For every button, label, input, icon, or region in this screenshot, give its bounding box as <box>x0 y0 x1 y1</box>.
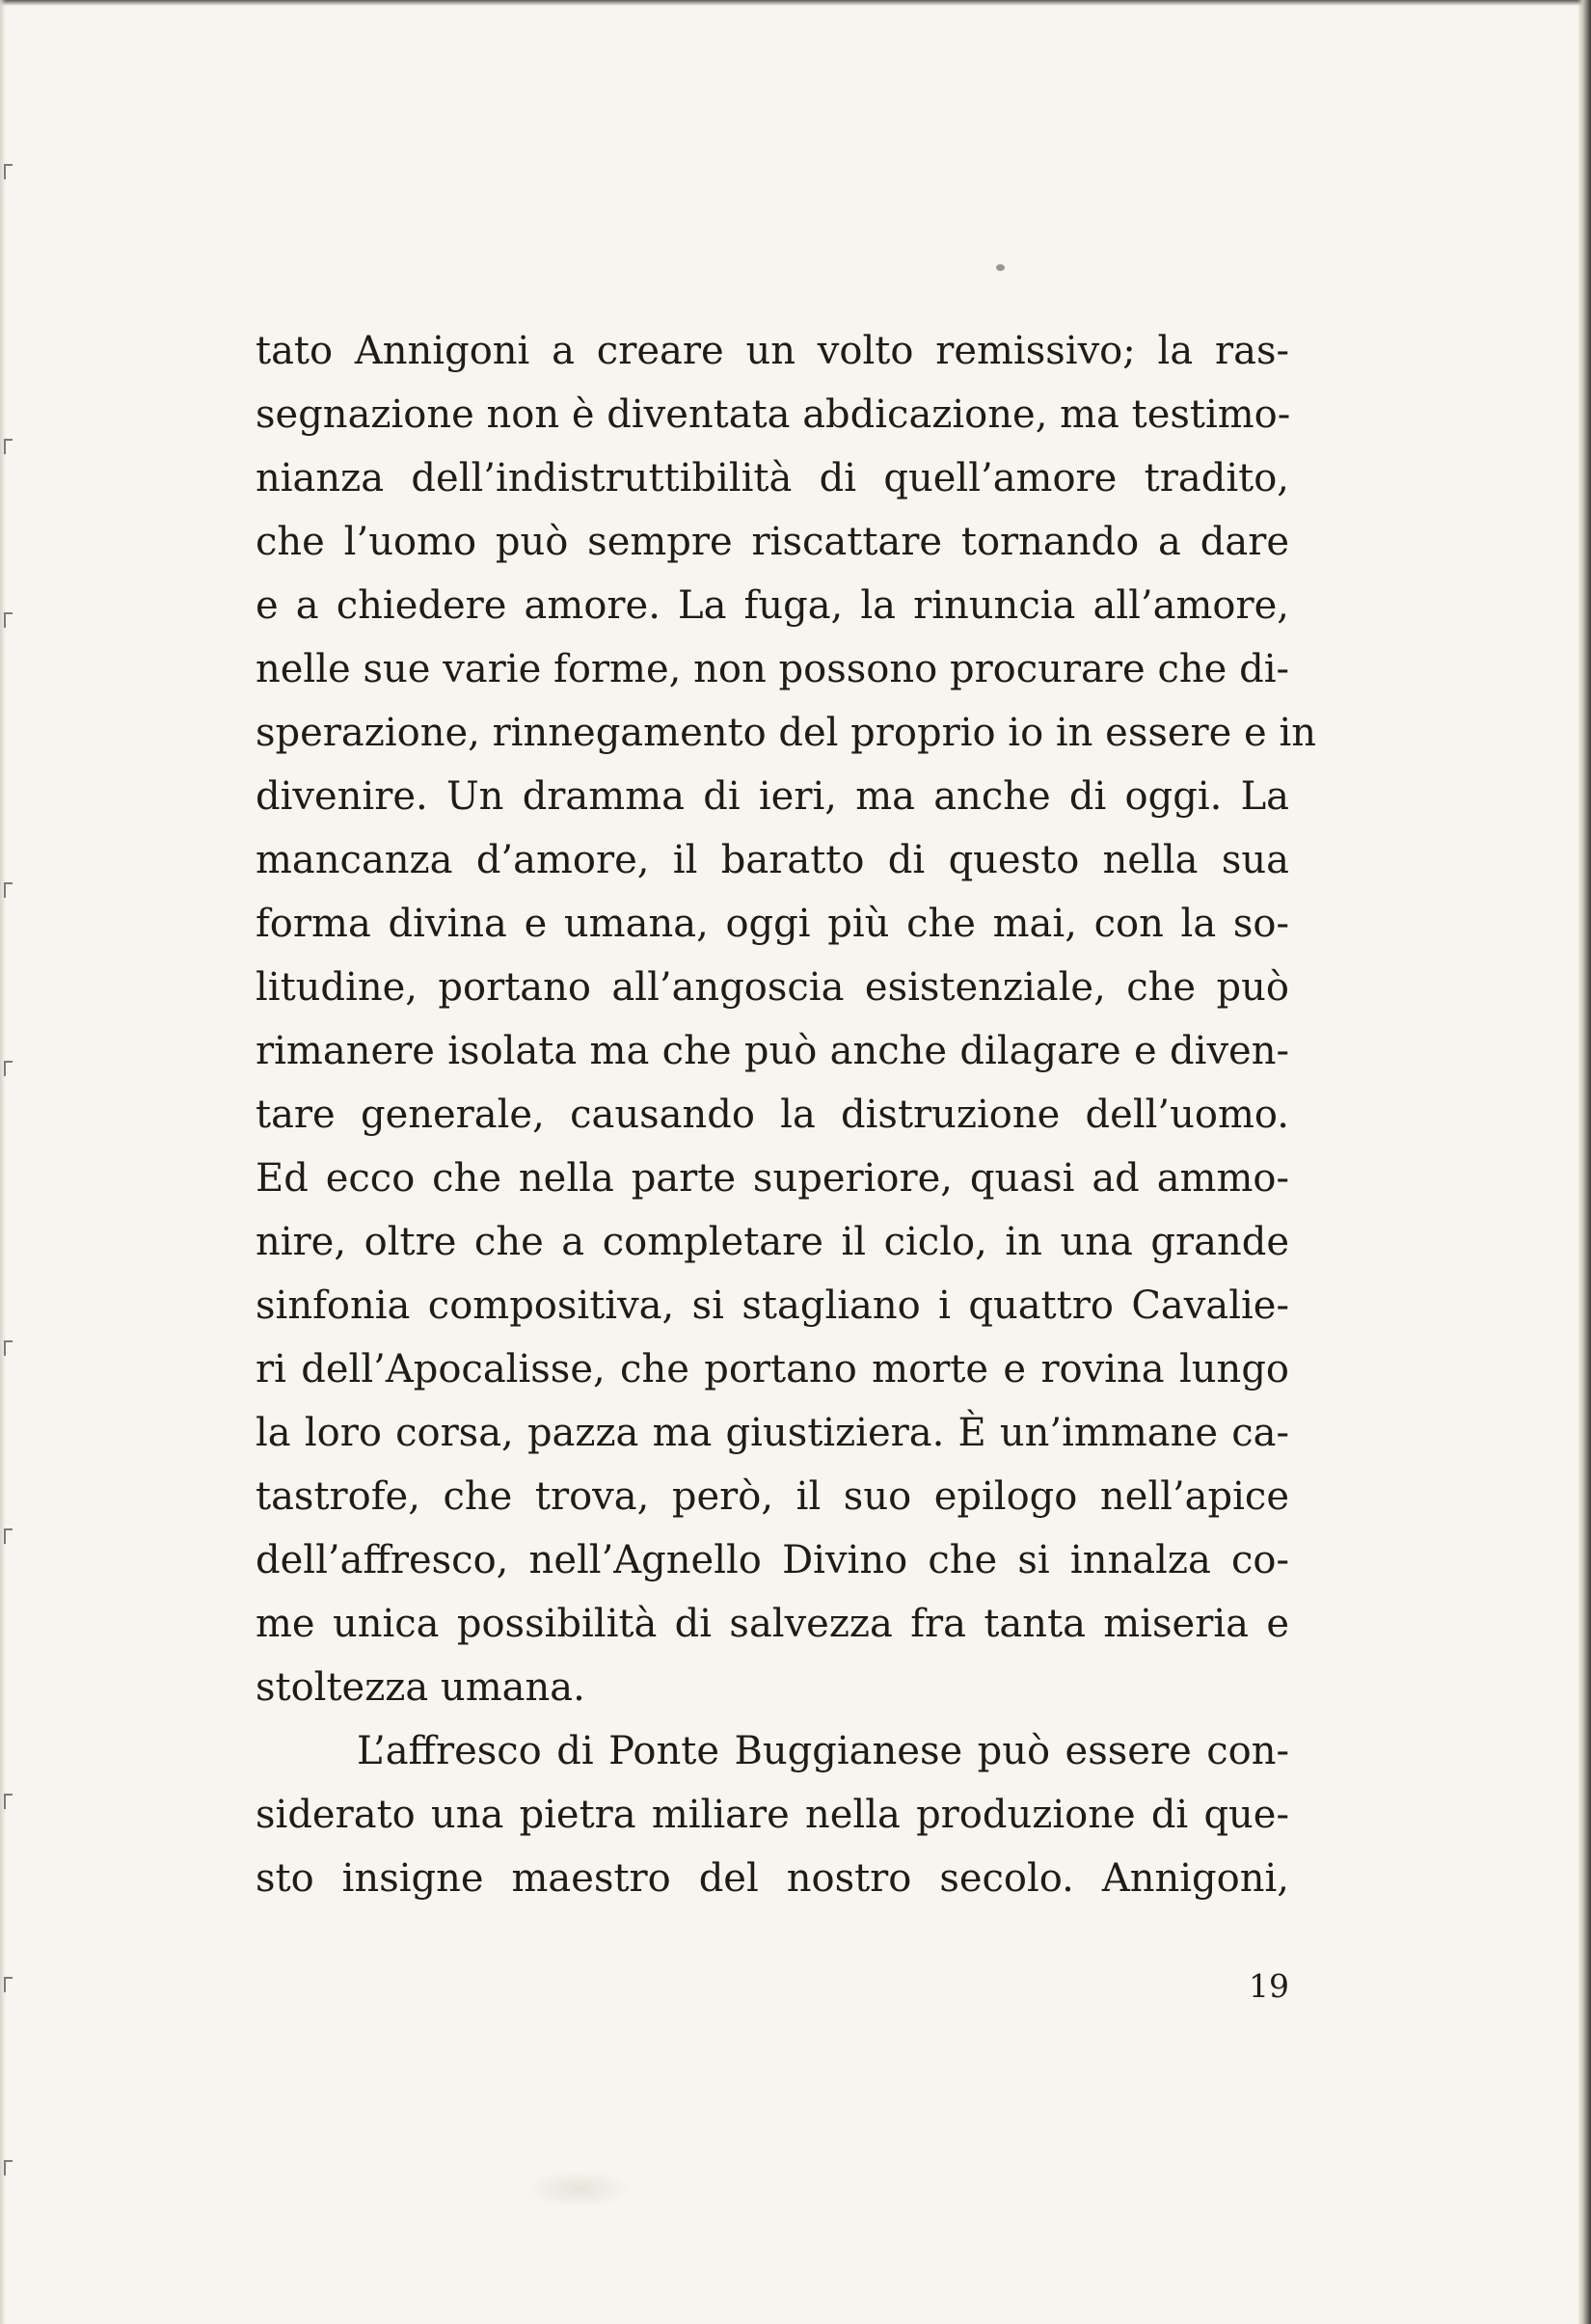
binding-mark <box>4 612 13 628</box>
text-line: siderato una pietra miliare nella produzione di que- <box>256 1793 1289 1837</box>
text-line: nianza dell’indistruttibilità di quell’amore tradito, <box>256 456 1289 500</box>
binding-mark <box>4 2160 13 2175</box>
binding-mark <box>4 1528 13 1544</box>
scan-left-edge <box>0 0 6 2324</box>
text-line: forma divina e umana, oggi più che mai, con la so- <box>256 902 1289 946</box>
text-line: nelle sue varie forme, non possono procurare che di- <box>256 647 1289 691</box>
text-line: rimanere isolata ma che può anche dilagare e diven- <box>256 1029 1289 1073</box>
scan-right-edge <box>1578 0 1591 2324</box>
text-line-paragraph-start: L’affresco di Ponte Buggianese può essere con- <box>357 1729 1289 1773</box>
binding-mark <box>4 439 13 454</box>
text-line: divenire. Un dramma di ieri, ma anche di oggi. La <box>256 774 1289 819</box>
text-line: sto insigne maestro del nostro secolo. Annigoni, <box>256 1856 1289 1901</box>
scan-top-edge <box>0 0 1591 6</box>
ink-dot-mark <box>996 264 1005 271</box>
text-line: tare generale, causando la distruzione dell’uomo. <box>256 1093 1289 1137</box>
text-line: mancanza d’amore, il baratto di questo nella sua <box>256 838 1289 882</box>
binding-mark <box>4 1794 13 1809</box>
text-line: sperazione, rinnegamento del proprio io in essere e in <box>256 711 1316 755</box>
text-line: dell’affresco, nell’Agnello Divino che si innalza co- <box>256 1538 1289 1582</box>
text-line: tato Annigoni a creare un volto remissivo; la ras- <box>256 329 1289 373</box>
binding-mark <box>4 164 13 179</box>
binding-mark <box>4 1977 13 1992</box>
text-line: litudine, portano all’angoscia esistenziale, che può <box>256 965 1289 1010</box>
body-text <box>256 319 1316 1910</box>
paper-smudge <box>526 2170 632 2208</box>
binding-mark <box>4 882 13 898</box>
text-line: me unica possibilità di salvezza fra tanta miseria e <box>256 1602 1289 1646</box>
page-number: 19 <box>1249 1967 1289 2005</box>
text-line: e a chiedere amore. La fuga, la rinuncia all’amore, <box>256 583 1289 628</box>
text-line: Ed ecco che nella parte superiore, quasi ad ammo- <box>256 1156 1289 1201</box>
text-line-paragraph-end: stoltezza umana. <box>256 1665 585 1710</box>
text-line: sinfonia compositiva, si stagliano i quattro Cavalie- <box>256 1284 1289 1328</box>
text-line: ri dell’Apocalisse, che portano morte e rovina lungo <box>256 1347 1289 1392</box>
text-line: segnazione non è diventata abdicazione, ma testimo- <box>256 392 1291 437</box>
text-line: nire, oltre che a completare il ciclo, in una grande <box>256 1220 1289 1264</box>
text-line: che l’uomo può sempre riscattare tornando a dare <box>256 520 1289 564</box>
text-line: la loro corsa, pazza ma giustiziera. È un’immane ca- <box>256 1411 1289 1455</box>
text-line: tastrofe, che trova, però, il suo epilogo nell’apice <box>256 1474 1289 1519</box>
binding-mark <box>4 1340 13 1356</box>
binding-mark <box>4 1061 13 1076</box>
